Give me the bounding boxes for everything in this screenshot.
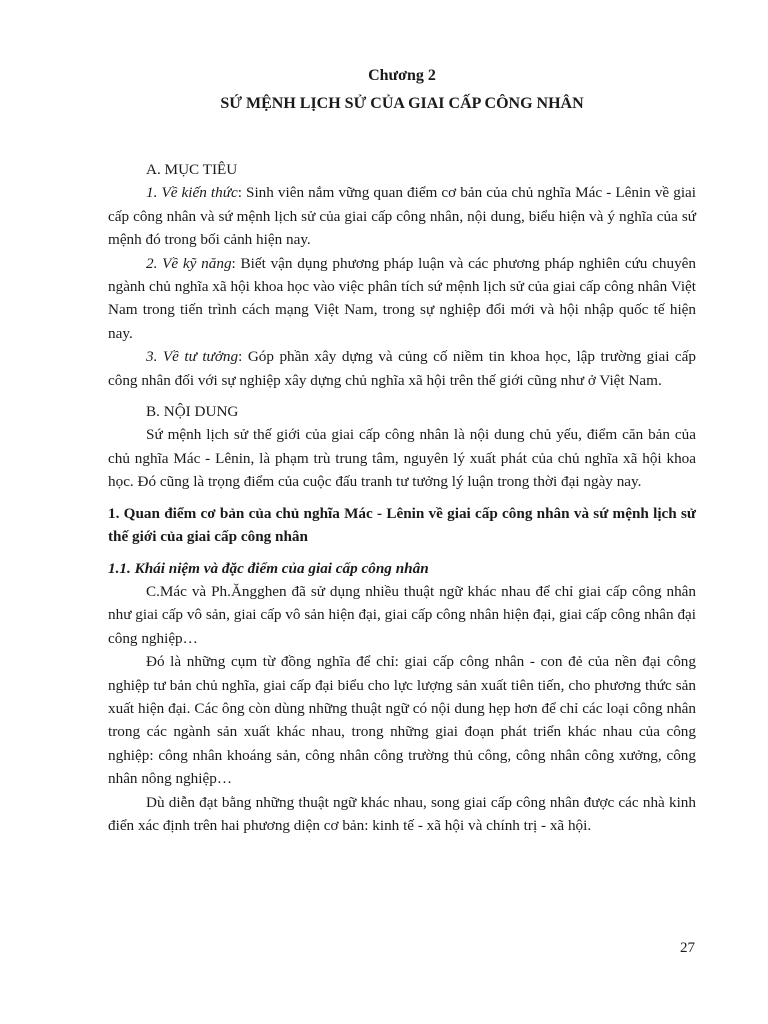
section-a-heading: A. MỤC TIÊU: [146, 161, 238, 178]
subsection-1-heading: 1. Quan điểm cơ bản của chủ nghĩa Mác - Lênin về giai cấp công nhân và sứ mệnh lịch sử thế giới của giai cấp công nhân: [108, 504, 696, 546]
paragraph-terms: C.Mác và Ph.Ăngghen đã sử dụng nhiều thuật ngữ khác nhau để chỉ giai cấp công nhân như giai cấp vô sản, giai cấp vô sản hiện đại, giai cấp công nhân hiện đại, giai cấp công nhân đại công nghiệp…: [108, 582, 696, 647]
paragraph-synonyms: Đó là những cụm từ đồng nghĩa để chỉ: giai cấp công nhân - con đẻ của nền đại công nghiệp tư bản chủ nghĩa, giai cấp đại biểu cho lực lượng sản xuất tiên tiến, cho phương thức sản xuất hiện đại. Các ông còn dùng những thuật ngữ có nội dung hẹp hơn để chỉ các loại công nhân trong các ngành sản xuất khác nhau, trong những giai đoạn phát triển khác nhau của công nghiệp: công nhân khoáng sản, công nhân công trường thủ công, công nhân công xưởng, công nhân nông nghiệp…: [108, 653, 696, 788]
objective-skills-label: 2. Về kỹ năng: [146, 254, 232, 272]
objective-ideology-text: : Góp phần xây dựng và củng cố niềm tin khoa học, lập trường giai cấp công nhân đối với sự nghiệp xây dựng chủ nghĩa xã hội trên thế giới cũng như ở Việt Nam.: [108, 348, 696, 389]
objective-knowledge-label: 1. Về kiến thức: [146, 184, 238, 202]
paragraph-two-aspects: Dù diễn đạt bằng những thuật ngữ khác nhau, song giai cấp công nhân được các nhà kinh điển xác định trên hai phương diện cơ bản: kinh tế - xã hội và chính trị - xã hội.: [108, 793, 696, 834]
objective-ideology: [108, 345, 696, 392]
section-b-intro: Sứ mệnh lịch sử thế giới của giai cấp công nhân là nội dung chủ yếu, điểm căn bản của chủ nghĩa Mác - Lênin, là phạm trù trung tâm, nguyên lý xuất phát của chủ nghĩa xã hội khoa học. Đó cũng là trọng điểm của cuộc đấu tranh tư tưởng lý luận trong thời đại ngày nay.: [108, 426, 696, 491]
chapter-number: Chương 2: [368, 67, 436, 84]
objective-knowledge-text: : Sinh viên nắm vững quan điểm cơ bản của chủ nghĩa Mác - Lênin về giai cấp công nhân và sứ mệnh lịch sử của giai cấp công nhân, nội dung, biểu hiện và ý nghĩa của sứ mệnh đó trong bối cảnh hiện nay.: [108, 184, 697, 249]
chapter-title: SỨ MỆNH LỊCH SỬ CỦA GIAI CẤP CÔNG NHÂN: [220, 95, 584, 112]
objective-skills: [108, 252, 696, 346]
section-b-heading: B. NỘI DUNG: [146, 403, 239, 421]
objective-skills-text: : Biết vận dụng phương pháp luận và các phương pháp nghiên cứu chuyên ngành chủ nghĩa xã hội khoa học vào việc phân tích sứ mệnh lịch sử của giai cấp công nhân Việt Nam trong tiến trình cách mạng Việt Nam, trong sự nghiệp đổi mới và hội nhập quốc tế hiện nay.: [108, 254, 697, 342]
page-number: 27: [680, 940, 695, 956]
document-page: [108, 64, 696, 837]
objective-knowledge: [108, 181, 696, 251]
objective-ideology-label: 3. Về tư tưởng: [146, 348, 239, 366]
subsection-1-1-heading: 1.1. Khái niệm và đặc điểm của giai cấp công nhân: [108, 559, 429, 577]
